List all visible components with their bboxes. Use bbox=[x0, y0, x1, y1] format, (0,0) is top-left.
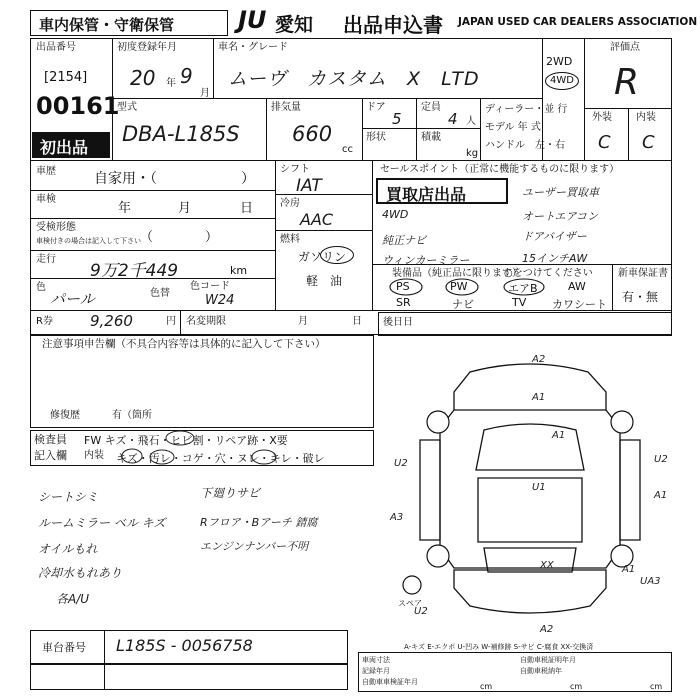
wheel-front-left bbox=[427, 411, 449, 433]
capacity-unit: 人 bbox=[466, 116, 476, 127]
fuel-label: 燃料 bbox=[280, 234, 300, 245]
inspector-row2: キズ・汚レ・コゲ・穴・ヌレ・キレ・破レ bbox=[116, 452, 325, 465]
mark-left-front: U2 bbox=[394, 458, 408, 469]
notes-label: 注意事項申告欄（不具合内容等は具体的に記入して下さい） bbox=[42, 338, 326, 350]
shape-label: 形状 bbox=[366, 132, 386, 143]
load-label: 積載 bbox=[421, 132, 441, 143]
mark-front-bumper: A2 bbox=[532, 354, 546, 365]
color-label: 色 bbox=[36, 282, 46, 293]
footer-unit-2: cm bbox=[570, 682, 583, 691]
equipment-label: 装備品（純正品に限ります） bbox=[392, 268, 522, 279]
fuel-gas: ガソリン bbox=[298, 250, 347, 264]
equip-aw: AW bbox=[568, 280, 586, 293]
remark-4: 冷却水もれあり bbox=[38, 566, 123, 580]
remark-3: オイルもれ bbox=[38, 542, 98, 556]
rating-value: R bbox=[614, 62, 640, 103]
recycle-value: 9,260 bbox=[90, 312, 133, 330]
mark-left-mid: A3 bbox=[390, 512, 404, 523]
footer-unit-1: cm bbox=[480, 682, 493, 691]
ju-logo: JU bbox=[238, 6, 267, 34]
remark-1: シートシミ bbox=[38, 490, 99, 504]
car-name-label: 車名・グレード bbox=[218, 42, 288, 53]
mark-rear-bumper: A2 bbox=[540, 624, 554, 635]
received-note: 車検付きの場合は記入して下さい bbox=[36, 237, 141, 245]
mark-roof: U1 bbox=[532, 482, 546, 493]
form-title: 出品申込書 bbox=[343, 13, 443, 37]
remark-right-3: エンジンナンバー不明 bbox=[200, 540, 309, 553]
model-label: 型式 bbox=[117, 102, 137, 113]
ac-value: AAC bbox=[300, 210, 334, 229]
load-unit: kg bbox=[466, 148, 479, 159]
equip-kawa: カワシート bbox=[552, 298, 607, 311]
ac-label: 冷房 bbox=[280, 198, 300, 209]
received-paren: （ ） bbox=[140, 230, 219, 245]
inspection-label: 車検 bbox=[36, 194, 56, 205]
received-label: 受検形態 bbox=[36, 222, 76, 233]
mark-spare: U2 bbox=[414, 606, 428, 617]
sales-item-auto-ac: オートエアコン bbox=[522, 210, 599, 223]
usage-value: 自家用・（ ） bbox=[94, 171, 255, 187]
sales-item-door-visor: ドアバイザー bbox=[522, 230, 587, 243]
spare-tire bbox=[403, 576, 421, 594]
inspector-label: 検査員 bbox=[34, 433, 67, 446]
wheel-rear-left bbox=[427, 545, 449, 567]
registration-year: 20 bbox=[130, 66, 156, 90]
rating-label: 評価点 bbox=[610, 42, 640, 53]
color-value: パール bbox=[50, 290, 95, 308]
registration-month: 9 bbox=[180, 64, 193, 88]
footer-label-2: 記録年月 bbox=[362, 667, 390, 675]
roof-outline bbox=[478, 478, 582, 542]
remark-2: ルームミラー ベル キズ bbox=[38, 516, 166, 530]
equip-pw: PW bbox=[450, 280, 468, 293]
dealer-row2: モデル 年 式 bbox=[485, 122, 541, 133]
doors-label: ドア bbox=[366, 102, 386, 113]
inspector-label2: 記入欄 bbox=[34, 449, 67, 462]
mileage-label: 走行 bbox=[36, 254, 56, 265]
first-listing-text: 初出品 bbox=[40, 138, 89, 157]
doors-value: 5 bbox=[392, 110, 402, 128]
mileage-unit: km bbox=[230, 264, 248, 277]
deadline-label: 名変期限 bbox=[186, 316, 226, 327]
car-name-value: ムーヴ カスタム X LTD bbox=[228, 68, 480, 90]
remark-right-2: Rフロア・Bアーチ 錆腐 bbox=[200, 516, 318, 529]
registration-label: 初度登録年月 bbox=[117, 42, 177, 53]
sales-item-aw: 15インチAW bbox=[522, 252, 588, 265]
color-code-label: 色コード bbox=[190, 281, 230, 292]
org-name: 愛知 bbox=[275, 14, 314, 36]
interior-label: 内装 bbox=[636, 112, 656, 123]
capacity-value: 4 bbox=[448, 110, 458, 128]
model-value: DBA-L185S bbox=[122, 122, 240, 146]
mark-right-mid: A1 bbox=[654, 490, 668, 501]
sales-item-navi: 純正ナビ bbox=[382, 234, 426, 247]
sales-banner: 買取店出品 bbox=[386, 185, 467, 204]
drive-2wd: 2WD bbox=[546, 55, 573, 68]
mark-rear-glass: XX bbox=[540, 560, 554, 571]
color-code-value: W24 bbox=[205, 293, 235, 308]
remark-right-1: 下廻りサビ bbox=[200, 486, 261, 500]
interior-value: C bbox=[642, 132, 655, 153]
inspection-month: 月 bbox=[178, 201, 192, 216]
sales-item-buyback: ユーザー買取車 bbox=[522, 186, 599, 199]
month-unit: 月 bbox=[200, 88, 210, 99]
repair-value: 有（箇所 bbox=[112, 410, 152, 421]
association-name: JAPAN USED CAR DEALERS ASSOCIATION bbox=[458, 16, 698, 28]
equipment-note: ○をつけてください bbox=[504, 268, 593, 279]
recycle-unit: 円 bbox=[166, 316, 176, 327]
footer-label-1: 車両寸法 bbox=[362, 656, 390, 664]
right-side-outline bbox=[620, 440, 640, 540]
front-bumper-outline bbox=[454, 364, 606, 410]
footer-label-5: 自動車税納年 bbox=[520, 667, 562, 675]
displacement-label: 排気量 bbox=[271, 102, 301, 113]
shift-label: シフト bbox=[280, 164, 310, 175]
footer-label-3: 自動車車検証年月 bbox=[362, 678, 418, 686]
dealer-row3: ハンドル 左・右 bbox=[485, 140, 565, 151]
sales-item-4wd: 4WD bbox=[382, 208, 409, 221]
footer-unit-3: cm bbox=[650, 682, 663, 691]
mileage-value: 9万2千449 bbox=[90, 261, 179, 281]
deadline-day: 日 bbox=[352, 316, 362, 327]
left-side-outline bbox=[420, 440, 440, 540]
year-unit: 年 bbox=[166, 78, 176, 89]
equip-tv: TV bbox=[512, 296, 527, 309]
capacity-label: 定員 bbox=[421, 102, 441, 113]
equip-navi: ナビ bbox=[452, 298, 474, 311]
mark-right-front: U2 bbox=[654, 454, 668, 465]
displacement-value: 660 bbox=[292, 122, 333, 146]
lot-number: 00161 bbox=[36, 92, 120, 120]
repair-label: 修復歴 bbox=[50, 410, 80, 421]
exterior-value: C bbox=[598, 132, 611, 153]
sales-item-winker-mirror: ウィンカーミラー bbox=[382, 254, 470, 267]
sales-points-label: セールスポイント（正常に機能するものに限ります） bbox=[380, 164, 620, 175]
inspection-year: 年 bbox=[118, 201, 132, 216]
spare-label: スペア bbox=[398, 599, 422, 608]
chassis-label: 車台番号 bbox=[42, 641, 86, 654]
deadline-month: 月 bbox=[298, 316, 308, 327]
bottom-left-frame bbox=[30, 664, 348, 690]
back-date-label: 後日日 bbox=[383, 317, 413, 328]
footer-label-4: 自動車税証明年月 bbox=[520, 656, 576, 664]
exterior-label: 外装 bbox=[592, 112, 612, 123]
lot-label: 出品番号 bbox=[36, 42, 76, 53]
warranty-value: 有・無 bbox=[622, 290, 659, 304]
mark-front-upper: A1 bbox=[532, 392, 546, 403]
inspector-row1: FW キズ・飛石・ヒビ割・リペア跡・X要 bbox=[84, 434, 288, 447]
hood-outline bbox=[476, 424, 584, 470]
drive-4wd: 4WD bbox=[550, 75, 574, 86]
inspector-row2-label: 内装 bbox=[84, 450, 104, 461]
mark-right-rear: A1 bbox=[622, 564, 636, 575]
equip-sr: SR bbox=[396, 296, 411, 309]
dealer-row1: ディーラー・並 行 bbox=[485, 104, 568, 115]
recycle-label: R券 bbox=[36, 316, 53, 327]
warranty-label: 新車保証書 bbox=[618, 268, 668, 279]
mark-right-rear-2: UA3 bbox=[640, 576, 661, 587]
usage-label: 車歴 bbox=[36, 166, 56, 177]
mark-hood: A1 bbox=[552, 430, 566, 441]
shift-value: IAT bbox=[296, 176, 322, 196]
cc-unit: cc bbox=[342, 144, 353, 155]
inspection-day: 日 bbox=[240, 201, 254, 216]
wheel-front-right bbox=[611, 411, 633, 433]
chassis-value: L185S - 0056758 bbox=[116, 636, 253, 655]
body-outline bbox=[440, 410, 620, 568]
remark-5: 各A/U bbox=[56, 592, 90, 606]
storage-label: 車内保管・守衛保管 bbox=[39, 16, 175, 34]
lot-code: [2154] bbox=[44, 70, 88, 85]
damage-legend: A-キズ E-エクボ U-凹み W-補修跡 S-サビ C-腐食 XX-交換済 bbox=[404, 643, 594, 651]
fuel-diesel: 軽 油 bbox=[306, 274, 343, 288]
equip-ps: PS bbox=[396, 280, 410, 293]
equip-airbag: エアB bbox=[508, 282, 538, 295]
color-change-label: 色替 bbox=[150, 288, 170, 299]
rear-bumper-outline bbox=[454, 570, 606, 613]
